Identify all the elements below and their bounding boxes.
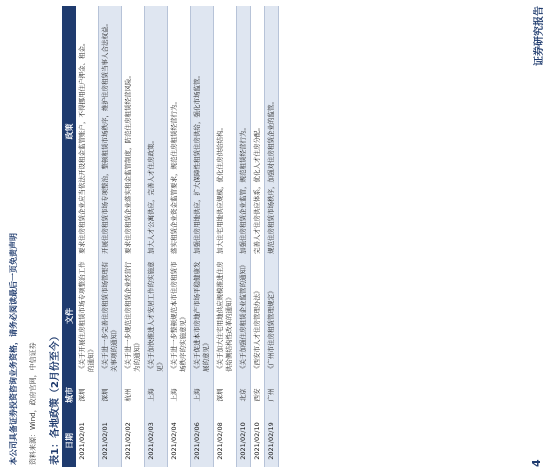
header-document: 文件 bbox=[62, 257, 76, 375]
cell-city: 北京 bbox=[237, 375, 251, 415]
table-row bbox=[265, 6, 279, 467]
table-row bbox=[237, 6, 251, 467]
table-row bbox=[99, 6, 122, 467]
cell-policy: 加强住房用地供应，扩大保障性租赁住房供给，强化市场监管。 bbox=[191, 6, 214, 257]
table-row bbox=[251, 6, 265, 467]
table-row bbox=[76, 6, 99, 467]
cell-policy: 完善人才住房供应体系，优化人才住房分配。 bbox=[251, 6, 265, 257]
table-header-row bbox=[62, 6, 76, 467]
header-date: 日期 bbox=[62, 415, 76, 467]
table-row bbox=[191, 6, 214, 467]
cell-document: 《关于加大住宅用地供应规模推进住房供给侧结构性改革的通知》 bbox=[214, 257, 237, 375]
cell-document: 《关于加快推进人才安居工作的实施意见》 bbox=[145, 257, 168, 375]
cell-city: 上海 bbox=[145, 375, 168, 415]
cell-policy: 落实租赁企业资金监管要求，规范住房租赁经营行为。 bbox=[168, 6, 191, 257]
brand-label: 证券研究报告 bbox=[534, 6, 545, 66]
table-row bbox=[145, 6, 168, 467]
cell-city: 上海 bbox=[168, 375, 191, 415]
cell-document: 《关于进一步整顿规范本市住房租赁市场秩序的实施意见》 bbox=[168, 257, 191, 375]
cell-date: 2021/02/19 bbox=[265, 415, 279, 467]
cell-city: 上海 bbox=[191, 375, 214, 415]
cell-date: 2021/02/10 bbox=[237, 415, 251, 467]
cell-date: 2021/02/01 bbox=[99, 415, 122, 467]
cell-city: 深圳 bbox=[214, 375, 237, 415]
cell-city: 杭州 bbox=[122, 375, 145, 415]
cell-policy: 加大住宅用地供应规模，优化住房供给结构。 bbox=[214, 6, 237, 257]
table-row bbox=[214, 6, 237, 467]
source-note: 资料来源：Wind，政府官网，中信证券 bbox=[29, 342, 37, 465]
cell-policy: 加强住房租赁企业监管，规范租赁经营行为。 bbox=[237, 6, 251, 257]
cell-date: 2021/02/04 bbox=[168, 415, 191, 467]
cell-document: 《关于开展住房租赁市场专项整治工作的通知》 bbox=[76, 257, 99, 375]
page-footer bbox=[524, 0, 556, 473]
table-row bbox=[168, 6, 191, 467]
cell-date: 2021/02/10 bbox=[251, 415, 265, 467]
header-policy: 政策 bbox=[62, 6, 76, 257]
cell-date: 2021/02/01 bbox=[76, 415, 99, 467]
cell-date: 2021/02/08 bbox=[214, 415, 237, 467]
cell-document: 《关于加强住房租赁企业监管的通知》 bbox=[237, 257, 251, 375]
cell-document: 《关于进一步规范住房租赁企业经营行为的通知》 bbox=[122, 257, 145, 375]
cell-policy: 开展住房租赁市场专项整治，整顿租赁市场秩序，维护住房租赁当事人合法权益。 bbox=[99, 6, 122, 257]
table-row bbox=[122, 6, 145, 467]
table-title: 表1：各地政策（2月份至今） bbox=[50, 331, 61, 465]
cell-document: 《广州市住房租赁管理规定》 bbox=[265, 257, 279, 375]
header-city: 城市 bbox=[62, 375, 76, 415]
cell-date: 2021/02/03 bbox=[145, 415, 168, 467]
cell-date: 2021/02/06 bbox=[191, 415, 214, 467]
cell-policy: 加大人才公寓供应，完善人才住房政策。 bbox=[145, 6, 168, 257]
cell-policy: 规范住房租赁市场秩序，加强对住房租赁企业的监管。 bbox=[265, 6, 279, 257]
cell-date: 2021/02/02 bbox=[122, 415, 145, 467]
disclaimer-text: 本公司具备证券投资咨询业务资格，请务必阅读最后一页免责声明 bbox=[9, 233, 18, 465]
cell-city: 深圳 bbox=[76, 375, 99, 415]
page-number: 4 bbox=[530, 459, 543, 467]
cell-policy: 要求住房租赁企业落实租金监管制度，防范住房租赁经营风险。 bbox=[122, 6, 145, 257]
cell-document: 《关于进一步完善住房租赁市场管理有关事项的通知》 bbox=[99, 257, 122, 375]
cell-document: 《关于促进本市房地产市场平稳健康发展的意见》 bbox=[191, 257, 214, 375]
cell-document: 《西安市人才住房管理办法》 bbox=[251, 257, 265, 375]
cell-city: 广州 bbox=[265, 375, 279, 415]
cell-city: 深圳 bbox=[99, 375, 122, 415]
policy-table bbox=[62, 6, 279, 467]
cell-city: 西安 bbox=[251, 375, 265, 415]
cell-policy: 要求住房租赁企业应当依法开设租金监管账户，不得挪用住户押金、租金。 bbox=[76, 6, 99, 257]
